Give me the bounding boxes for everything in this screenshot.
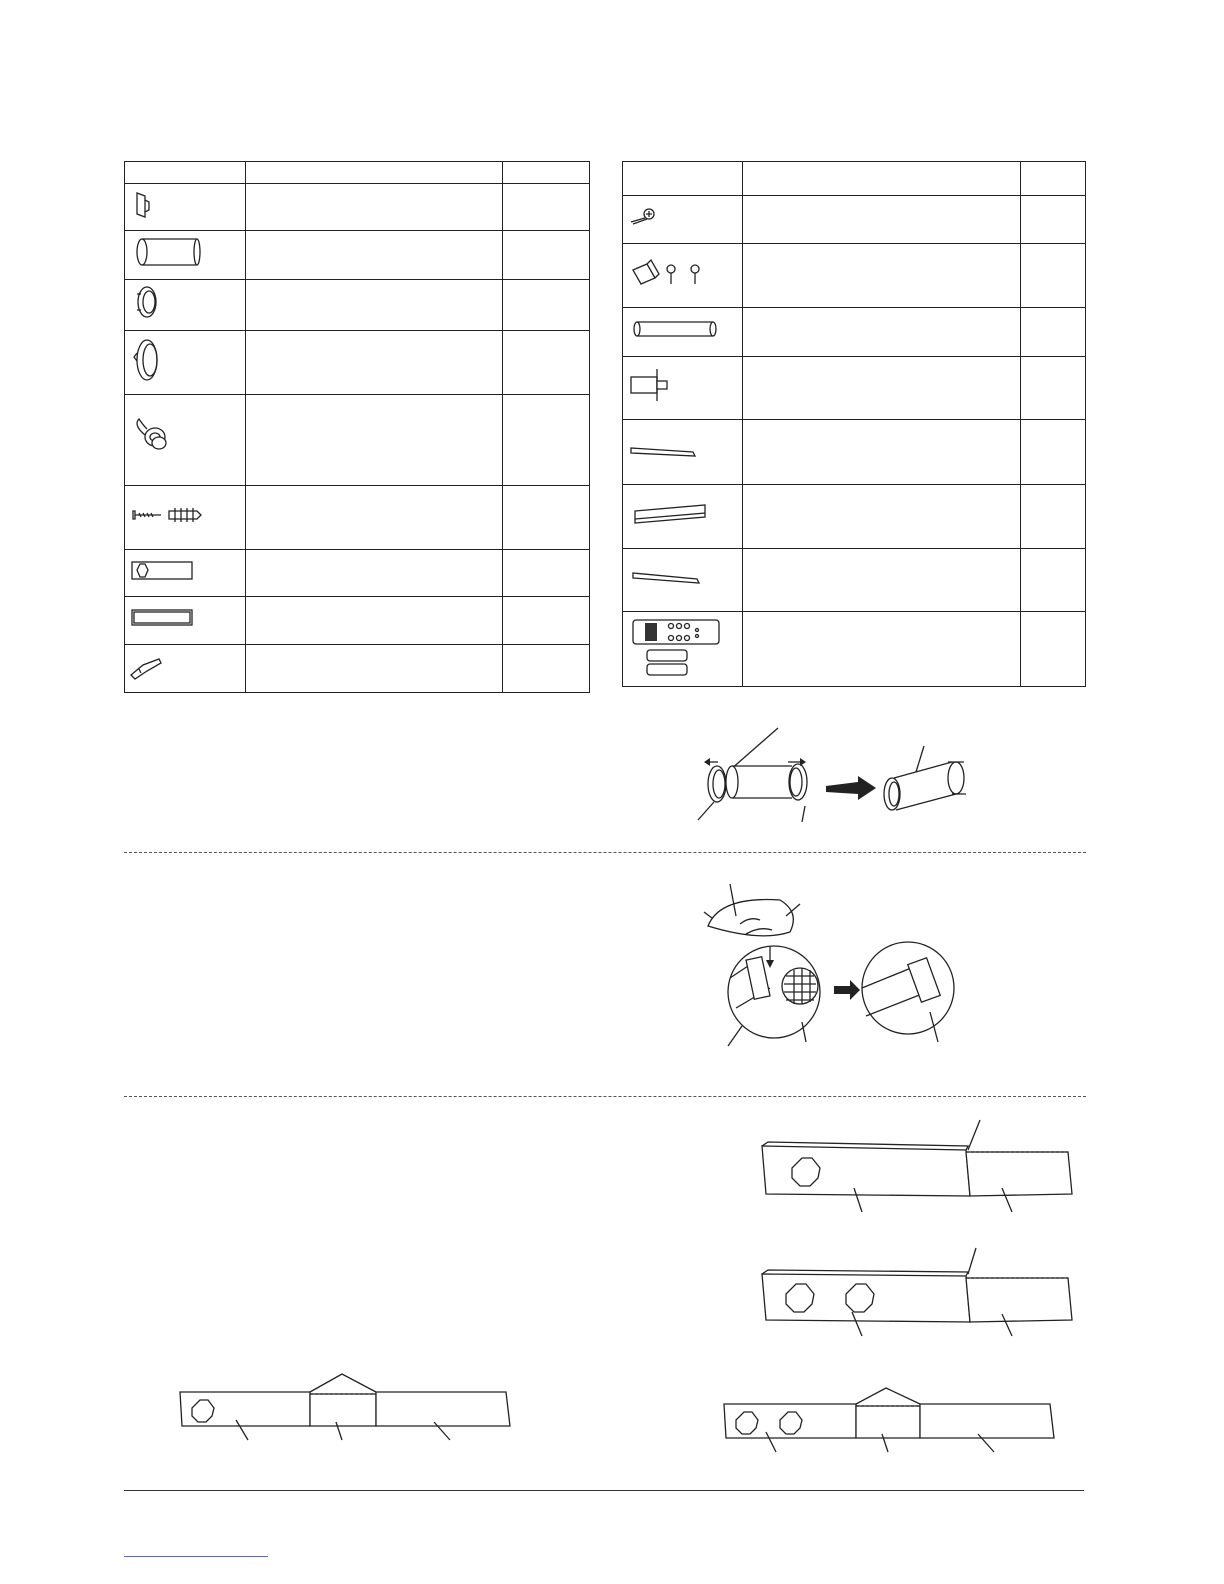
- table-row: [125, 550, 590, 597]
- section-divider: [124, 1096, 1086, 1097]
- table-row: [623, 357, 1086, 420]
- table-cell: [623, 612, 743, 687]
- table-row: [623, 612, 1086, 687]
- figure-window-slider-single-long: [176, 1368, 516, 1448]
- table-cell: [623, 420, 743, 485]
- table-row: [623, 244, 1086, 308]
- figure-window-slider-double-long: [720, 1378, 1060, 1458]
- table-cell: [125, 280, 246, 331]
- table-cell: [246, 331, 503, 395]
- exhaust-hose-icon: [125, 231, 245, 274]
- table-row: [623, 549, 1086, 612]
- table-row: [623, 308, 1086, 357]
- table-cell: [623, 485, 743, 549]
- window-panel-plain-icon: [125, 597, 245, 639]
- table-cell: [1021, 244, 1086, 308]
- table-row: [125, 231, 590, 280]
- foam-seal-d-icon: [623, 549, 742, 606]
- accessories-table-right: [622, 161, 1086, 687]
- table-row: [125, 645, 590, 693]
- table-cell: [503, 184, 590, 231]
- table-cell: [1021, 420, 1086, 485]
- window-lock-icon: [623, 357, 742, 414]
- section-divider: [124, 852, 1086, 853]
- table-cell: [743, 420, 1021, 485]
- table-row: [623, 485, 1086, 549]
- table-cell: [246, 645, 503, 693]
- header-name: [246, 162, 503, 184]
- table-cell: [743, 357, 1021, 420]
- table-cell: [125, 645, 246, 693]
- table-cell: [503, 645, 590, 693]
- unit-side-adapter-icon: [125, 331, 245, 389]
- figure-window-slider-single-short: [756, 1116, 1086, 1220]
- table-cell: [125, 550, 246, 597]
- table-cell: [125, 597, 246, 645]
- table-cell: [246, 395, 503, 486]
- table-cell: [623, 357, 743, 420]
- header-part: [623, 162, 743, 196]
- table-cell: [246, 231, 503, 280]
- table-cell: [743, 485, 1021, 549]
- table-cell: [503, 280, 590, 331]
- remote-control-and-batteries-icon: [623, 612, 742, 681]
- table-cell: [503, 550, 590, 597]
- figure-window-slider-double-short: [756, 1246, 1086, 1346]
- table-cell: [743, 244, 1021, 308]
- table-header-row: [623, 162, 1086, 196]
- table-cell: [623, 549, 743, 612]
- footer-link-underline: [124, 1556, 268, 1557]
- table-row: [125, 486, 590, 550]
- table-row: [125, 184, 590, 231]
- hose-adapter-ring-icon: [125, 280, 245, 325]
- table-cell: [246, 597, 503, 645]
- drain-plug-icon: [125, 395, 245, 480]
- table-cell: [503, 395, 590, 486]
- table-cell: [503, 597, 590, 645]
- table-row: [125, 597, 590, 645]
- table-cell: [125, 331, 246, 395]
- window-bar-clip-icon: [125, 645, 245, 687]
- table-cell: [503, 231, 590, 280]
- table-cell: [743, 196, 1021, 244]
- bracket-and-screws-icon: [623, 244, 742, 302]
- foam-seal-c-icon: [623, 485, 742, 543]
- table-cell: [1021, 549, 1086, 612]
- table-cell: [246, 280, 503, 331]
- table-cell: [1021, 485, 1086, 549]
- table-cell: [125, 231, 246, 280]
- table-cell: [246, 486, 503, 550]
- table-cell: [125, 184, 246, 231]
- table-cell: [623, 196, 743, 244]
- table-cell: [743, 612, 1021, 687]
- footer-rule: [124, 1490, 1084, 1491]
- table-cell: [1021, 357, 1086, 420]
- header-part: [125, 162, 246, 184]
- table-cell: [125, 486, 246, 550]
- table-cell: [743, 308, 1021, 357]
- header-qty: [1021, 162, 1086, 196]
- table-cell: [1021, 308, 1086, 357]
- header-name: [743, 162, 1021, 196]
- figure-hose-assembly: [690, 722, 990, 832]
- screw-and-anchor-icon: [125, 486, 245, 544]
- foam-seal-a-icon: [623, 308, 742, 351]
- table-cell: [623, 244, 743, 308]
- table-row: [623, 420, 1086, 485]
- table-row: [125, 331, 590, 395]
- table-cell: [503, 331, 590, 395]
- foam-seal-b-icon: [623, 420, 742, 479]
- table-row: [125, 280, 590, 331]
- table-cell: [1021, 196, 1086, 244]
- table-cell: [246, 550, 503, 597]
- table-cell: [1021, 612, 1086, 687]
- window-panel-with-hole-icon: [125, 550, 245, 591]
- table-header-row: [125, 162, 590, 184]
- table-cell: [503, 486, 590, 550]
- table-cell: [623, 308, 743, 357]
- table-cell: [743, 549, 1021, 612]
- screw-icon: [623, 196, 742, 238]
- table-row: [623, 196, 1086, 244]
- accessories-table-left: [124, 161, 590, 693]
- window-slider-adapter-icon: [125, 184, 245, 225]
- table-cell: [125, 395, 246, 486]
- table-cell: [246, 184, 503, 231]
- figure-hose-attach-to-unit: [690, 876, 990, 1056]
- table-row: [125, 395, 590, 486]
- header-qty: [503, 162, 590, 184]
